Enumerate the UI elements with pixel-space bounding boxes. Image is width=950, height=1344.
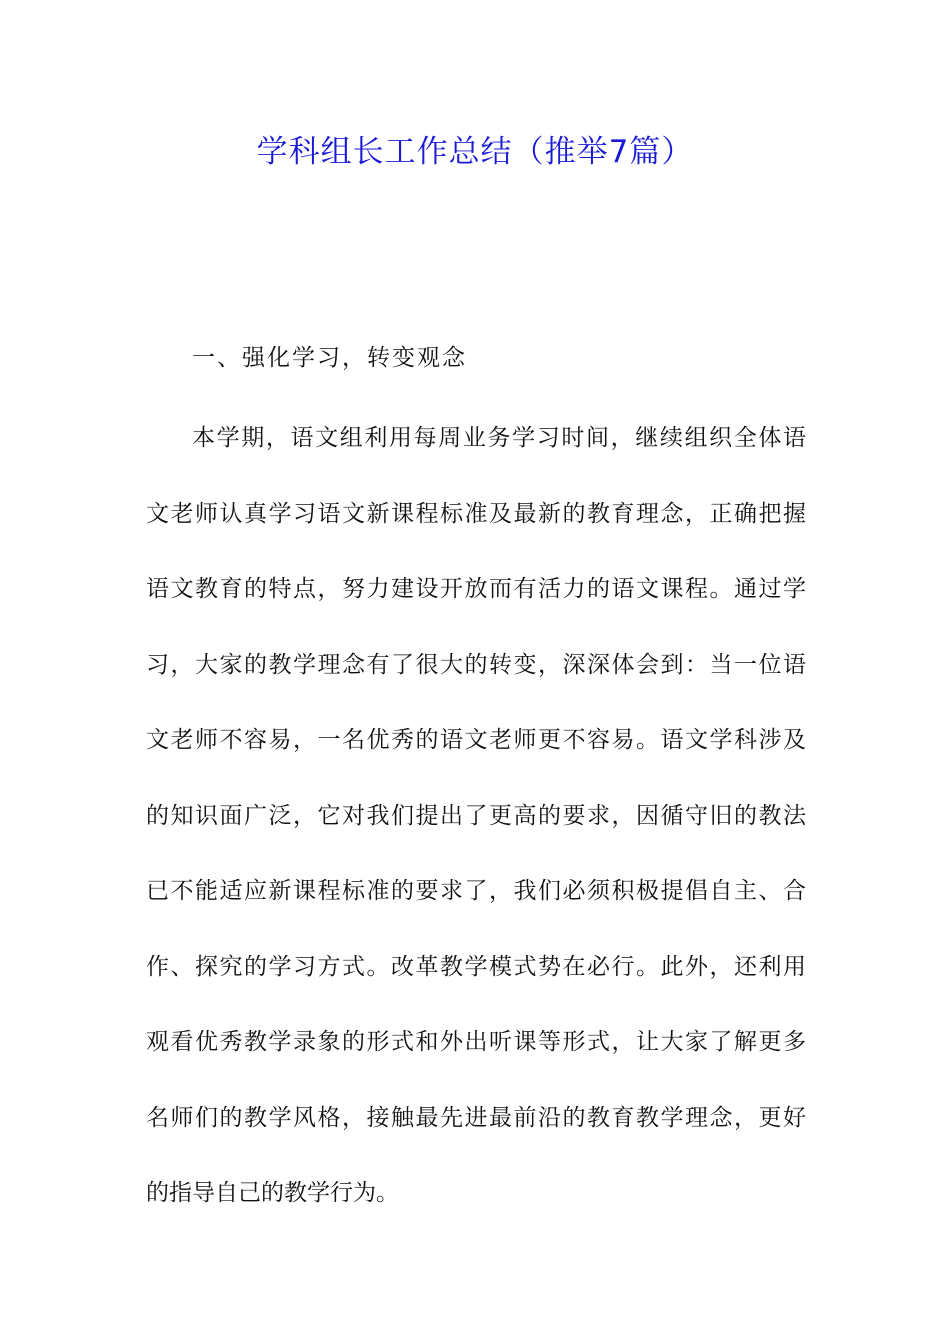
body-paragraph — [146, 414, 806, 1245]
paragraph-line: 作、探究的学习方式。改革教学模式势在必行。此外，还利用 — [146, 953, 806, 980]
section-heading: 一、强化学习，转变观念 — [192, 345, 467, 371]
paragraph-line: 的指导自己的教学行为。 — [146, 1180, 399, 1206]
paragraph-line: 观看优秀教学录象的形式和外出听课等形式，让大家了解更多 — [146, 1029, 806, 1055]
paragraph-line: 语文教育的特点，努力建设开放而有活力的语文课程。通过学 — [146, 576, 806, 602]
paragraph-line: 名师们的教学风格，接触最先进最前沿的教育教学理念，更好 — [146, 1104, 806, 1131]
paragraph-line: 文老师认真学习语文新课程标准及最新的教育理念，正确把握 — [146, 500, 806, 527]
paragraph-line: 本学期，语文组利用每周业务学习时间，继续组织全体语 — [192, 425, 806, 451]
paragraph-line: 习，大家的教学理念有了很大的转变，深深体会到：当一位语 — [146, 651, 806, 678]
paragraph-line: 已不能适应新课程标准的要求了，我们必须积极提倡自主、合 — [146, 878, 806, 904]
document-title: 学科组长工作总结（推举7篇） — [256, 134, 694, 170]
paragraph-line: 的知识面广泛，它对我们提出了更高的要求，因循守旧的教法 — [146, 802, 806, 829]
paragraph-line: 文老师不容易，一名优秀的语文老师更不容易。语文学科涉及 — [146, 727, 806, 753]
